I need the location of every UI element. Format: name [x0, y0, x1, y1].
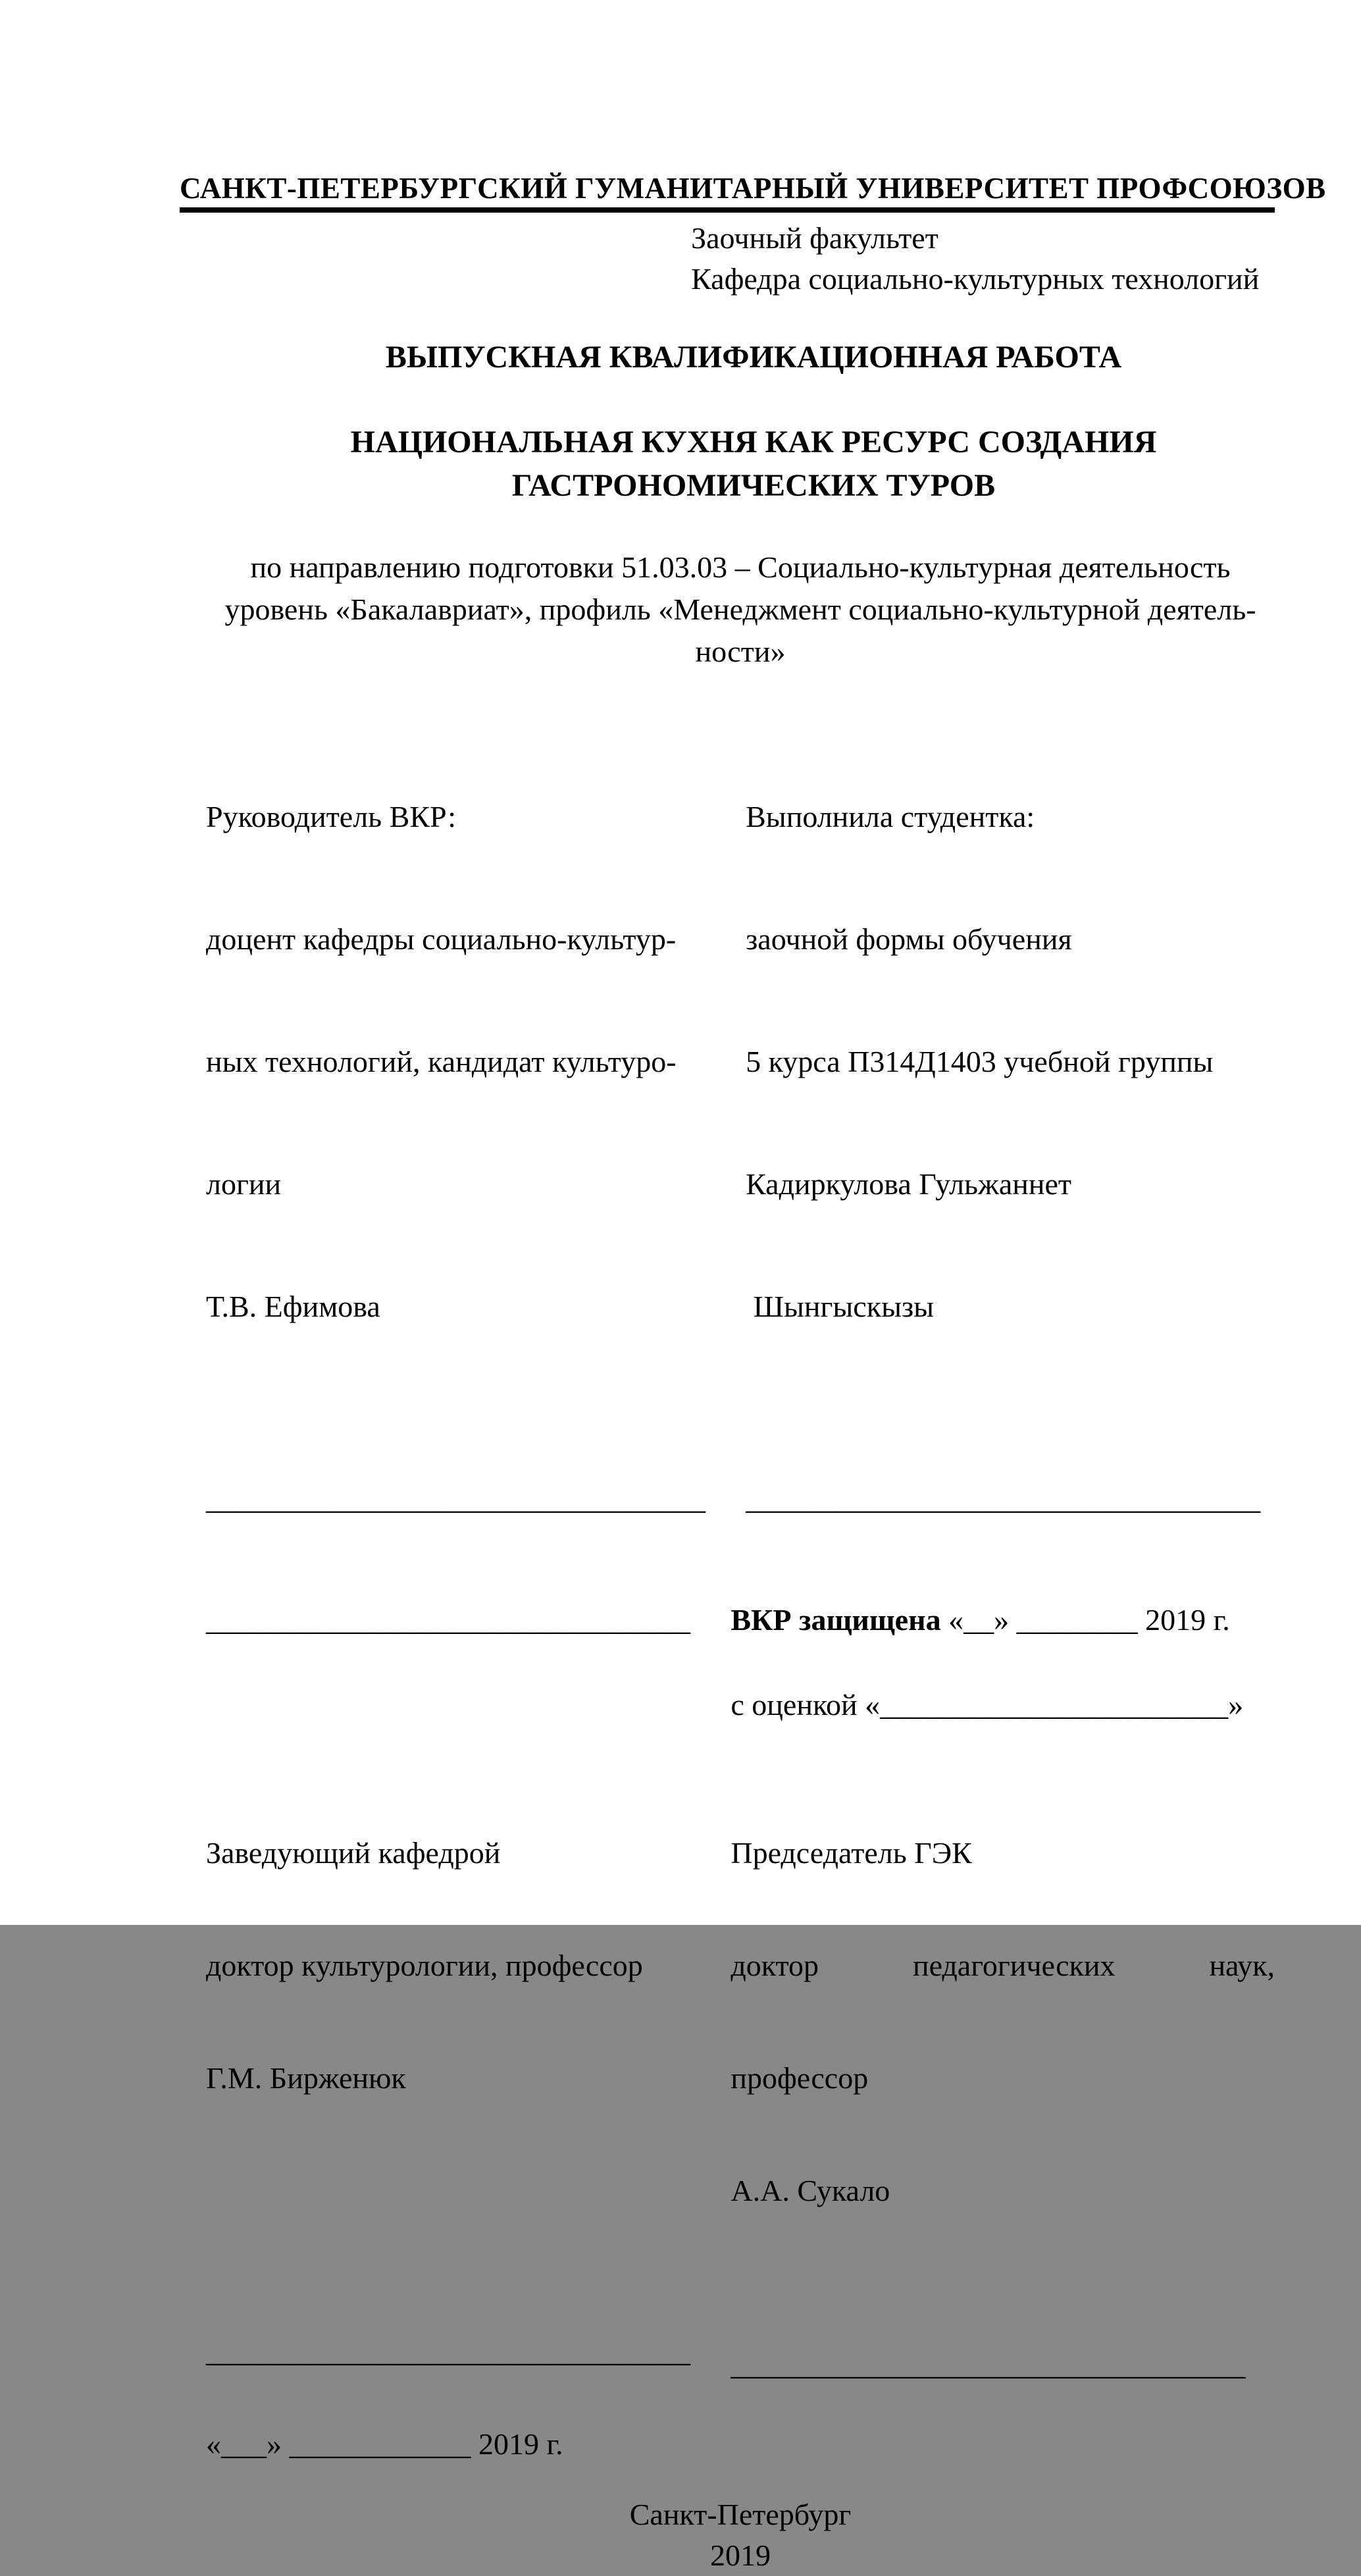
student-name-line-2: Шынгыскызы	[746, 1290, 935, 1323]
dept-head-date-line: «___» ____________ 2019 г.	[206, 2427, 563, 2461]
student-block	[746, 715, 1275, 1409]
grade-row-spacer	[206, 1685, 731, 1725]
supervisor-position-line-1: доцент кафедры социально-культур-	[206, 922, 677, 956]
thesis-title	[180, 421, 1275, 508]
student-signature-line: __________________________________	[746, 1482, 1261, 1515]
university-name: САНКТ-ПЕТЕРБУРГСКИЙ ГУМАНИТАРНЫЙ УНИВЕРСИТЕТ ПРОФСОЮЗОВ	[180, 172, 1326, 205]
supervisor-student-columns	[180, 715, 1275, 1409]
footer-block	[180, 2494, 1275, 2576]
program-line-3: ности»	[695, 635, 786, 668]
student-form-line: заочной формы обучения	[746, 922, 1072, 956]
dept-head-position: доктор культурологии, профессор	[206, 1949, 643, 1982]
officials-columns	[180, 1759, 1275, 2284]
program-block	[180, 546, 1275, 673]
gek-chair-signature-line: __________________________________	[731, 2348, 1246, 2381]
defended-label: ВКР защищена	[731, 1603, 941, 1637]
date-row-spacer	[731, 2424, 1275, 2465]
signature-row-1	[180, 1479, 1275, 1519]
student-group-line: 5 курса П314Д1403 учебной группы	[746, 1045, 1214, 1078]
dept-head-title: Заведующий кафедрой	[206, 1836, 501, 1870]
supervisor-name: Т.В. Ефимова	[206, 1290, 380, 1323]
grade-row	[180, 1685, 1275, 1725]
supervisor-block	[206, 715, 746, 1409]
program-line-2: уровень «Бакалавриат», профиль «Менеджмент социально-культурной деятель-	[224, 592, 1256, 626]
department-head-block	[206, 1759, 731, 2284]
signature-row-2	[180, 1600, 1275, 1641]
thesis-title-line-1: НАЦИОНАЛЬНАЯ КУХНЯ КАК РЕСУРС СОЗДАНИЯ	[350, 425, 1157, 460]
gek-chair-position-line-2: профессор	[731, 2061, 869, 2095]
supervisor-position-line-2: ных технологий, кандидат культуро-	[206, 1045, 677, 1078]
year: 2019	[710, 2538, 771, 2572]
supervisor-role-label: Руководитель ВКР:	[206, 800, 457, 833]
dept-head-signature-line: ________________________________	[206, 2334, 690, 2368]
faculty-department-block	[691, 218, 1275, 300]
gek-chair-title: Председатель ГЭК	[731, 1836, 972, 1870]
date-row	[180, 2424, 1275, 2465]
defense-date-line	[731, 1600, 1275, 1641]
work-type-heading: ВЫПУСКНАЯ КВАЛИФИКАЦИОННАЯ РАБОТА	[385, 340, 1122, 375]
student-name-line-1: Кадиркулова Гульжаннет	[746, 1167, 1071, 1201]
student-role-label: Выполнила студентка:	[746, 800, 1035, 833]
defended-date-blank: «__» ________ 2019 г.	[940, 1603, 1230, 1637]
defense-left-signature-line: ________________________________	[206, 1603, 690, 1637]
header-rule	[180, 207, 1275, 213]
supervisor-position-line-3: логии	[206, 1167, 282, 1201]
gek-chair-position-line-1: доктор педагогических наук,	[731, 1949, 1275, 1982]
department-line: Кафедра социально-культурных технологий	[691, 262, 1260, 296]
signature-row-3	[180, 2331, 1275, 2381]
city-name: Санкт-Петербург	[629, 2498, 852, 2531]
program-line-1: по направлению подготовки 51.03.03 – Социально-культурная деятельность	[250, 550, 1231, 584]
faculty-line: Заочный факультет	[691, 221, 938, 255]
grade-line: с оценкой «_______________________»	[731, 1688, 1244, 1722]
dept-head-name: Г.М. Бирженюк	[206, 2061, 406, 2095]
gek-chair-name: А.А. Сукало	[731, 2174, 890, 2207]
gek-chair-block	[731, 1759, 1275, 2284]
supervisor-signature-line: _________________________________	[206, 1482, 706, 1515]
thesis-title-line-2: ГАСТРОНОМИЧЕСКИХ ТУРОВ	[511, 468, 996, 503]
